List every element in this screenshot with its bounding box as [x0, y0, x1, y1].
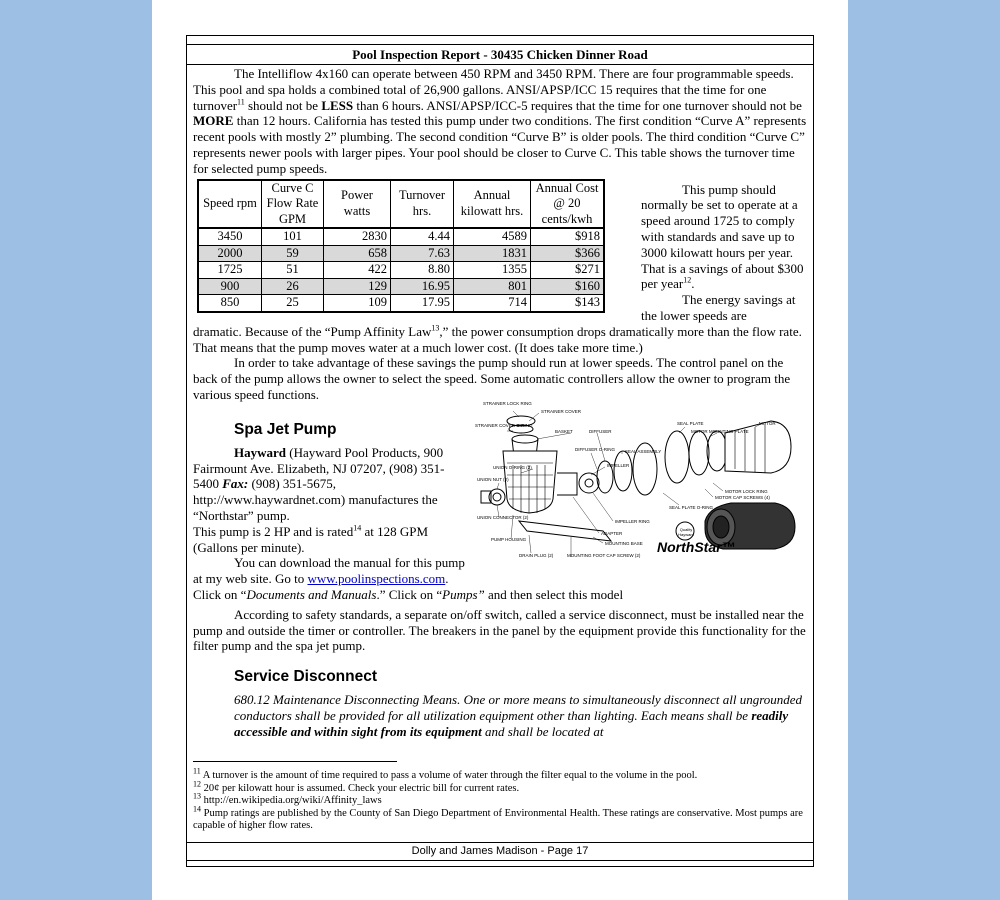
table-cell: 3450	[198, 228, 262, 245]
footnote-text: Pump ratings are published by the County of San Diego Department of Environmental Health. These ratings are conservative. Most pumps are capable of higher flow rates.	[193, 807, 803, 832]
table-row	[198, 278, 604, 295]
intro-text-3: than 6 hours. ANSI/APSP/ICC-5 requires that the time for one turnover should not be	[353, 97, 802, 113]
footnote-11	[193, 766, 807, 782]
label-union-connector: UNION CONNECTOR (2)	[477, 514, 529, 520]
label-mounting-base: MOUNTING BASE	[605, 540, 643, 546]
spa-text-2: (908) 351-5675, http://www.haywardnet.com) manufactures the “Northstar” pump.	[193, 476, 438, 523]
northstar-logo: NorthStar™	[657, 538, 736, 555]
seal-plate-shape	[665, 431, 689, 483]
spa-download-text-2: . Click on “	[193, 571, 449, 602]
footnote-number: 11	[193, 766, 201, 776]
footnote-text: http://en.wikipedia.org/wiki/Affinity_laws	[201, 795, 382, 807]
col-turnover: Turnover hrs.	[391, 180, 454, 229]
table-cell: 2000	[198, 245, 262, 262]
table-cell: 7.63	[391, 245, 454, 262]
seal-assembly-shape	[614, 451, 632, 491]
table-cell: $160	[531, 278, 605, 295]
spa-download-text-1: You can download the manual for this pump at my web site. Go to	[193, 555, 465, 587]
intro-text-1: The Intelliflow 4x160 can operate between 450 RPM and 3450 RPM. There are four programmable speeds. This pool and spa holds a combined total of 26,900 gallons. ANSI/APSP/ICC 15 requires that the time for one turnover	[193, 66, 794, 113]
basket-shape	[512, 435, 538, 443]
table-cell: 109	[324, 295, 391, 312]
label-basket: BASKET	[555, 428, 573, 434]
spa-jet-pump-heading: Spa Jet Pump	[234, 420, 337, 438]
footnote-text: 20¢ per kilowatt hour is assumed. Check your electric bill for current rates.	[201, 782, 520, 794]
table-cell: 51	[262, 262, 324, 279]
intro-text-2: should not be	[244, 97, 322, 113]
savings-paragraph	[193, 324, 807, 356]
table-cell: 1831	[454, 245, 531, 262]
label-seal-plate: SEAL PLATE	[677, 420, 704, 426]
col-annual-cost: Annual Cost @ 20 cents/kwh	[531, 180, 605, 229]
table-cell: 59	[262, 245, 324, 262]
spa-download-text-4: and then select this model	[484, 586, 624, 602]
col-annual-kwh: Annual kilowatt hrs.	[454, 180, 531, 229]
label-impeller-ring: IMPELLER RING	[615, 518, 650, 524]
code-quote-emphasis: readily accessible and within sight from its equipment	[234, 707, 789, 739]
report-page	[186, 35, 814, 867]
label-diffuser: DIFFUSER	[589, 428, 612, 434]
table-cell: $918	[531, 228, 605, 245]
service-disconnect-heading: Service Disconnect	[234, 668, 378, 686]
label-motor: MOTOR	[759, 420, 776, 426]
documents-and-manuals-text: Documents and Manuals	[246, 586, 377, 602]
footnote-14	[193, 804, 807, 833]
adapter-shape	[557, 473, 577, 495]
control-paragraph: In order to take advantage of these savings the pump should run at lower speeds. The control panel on the back of the pump allows the owner to select the speed. Some automatic controllers allow the owner to program the various speed functions.	[193, 355, 791, 402]
table-cell: 2830	[324, 228, 391, 245]
label-strainer-cover-oring: STRAINER COVER O-RING	[475, 422, 533, 428]
footnotes	[193, 766, 807, 832]
table-cell: 129	[324, 278, 391, 295]
table-row	[198, 295, 604, 312]
label-union-nut: UNION NUT (2)	[477, 476, 509, 482]
intro-text-4: than 12 hours. California has tested this pump under two conditions. The first condition “Curve A” represents recent pools with mostly 2” plumbing. The second condition “Curve B” is older pools. The third condition “Curve C” represents newer pools with larger pipes. Your pool should be closer to Curve C. This table shows the turnover time for selected pump speeds.	[193, 113, 807, 176]
label-union-oring: UNION O-RING (2)	[493, 464, 532, 470]
footnote-number: 12	[193, 779, 201, 789]
label-motor-mounting-plate: MOTOR MOUNTING PLATE	[691, 428, 749, 434]
side-note-paragraph-2: The energy savings at the lower speeds are	[641, 292, 796, 323]
side-note-end: .	[691, 276, 695, 292]
footnote-ref-12: 12	[683, 276, 692, 286]
side-note	[641, 177, 807, 324]
label-strainer-lock-ring: STRAINER LOCK RING	[483, 400, 532, 406]
spa-text-1: (Hayward Pool Products, 900 Fairmount Ave. Elizabeth, NJ 07207, (908) 351-5400	[193, 444, 445, 492]
table-cell: 16.95	[391, 278, 454, 295]
label-impeller: IMPELLER	[607, 462, 630, 468]
label-adapter: ADAPTER	[601, 530, 623, 536]
table-cell: $143	[531, 295, 605, 312]
footnote-ref-14: 14	[353, 523, 362, 533]
footnote-text: A turnover is the amount of time required to pass a volume of water through the filter equal to the volume in the pool.	[200, 770, 698, 782]
pumps-text: Pumps”	[442, 586, 485, 602]
label-quality-badge: Quality Hayward	[678, 526, 694, 537]
pump-exploded-diagram	[473, 400, 813, 575]
intro-paragraph	[193, 66, 807, 177]
label-strainer-cover: STRAINER COVER	[541, 408, 582, 414]
savings-text-2: ,” the power consumption drops dramatically more than the flow rate. That means that the pump moves water at a much lower cost. (It does take more time.)	[193, 323, 802, 355]
code-quote-text-2: and shall be located at	[481, 723, 604, 739]
table-cell: 26	[262, 278, 324, 295]
mounting-base-shape	[519, 521, 611, 541]
label-seal-assembly: SEAL ASSEMBLY	[625, 448, 662, 454]
table-row	[198, 262, 604, 279]
table-cell: 25	[262, 295, 324, 312]
col-flow: Curve C Flow Rate GPM	[262, 180, 324, 229]
label-motor-lock-ring: MOTOR LOCK RING	[725, 488, 768, 494]
table-cell: 1725	[198, 262, 262, 279]
page-content	[193, 66, 807, 833]
table-cell: 801	[454, 278, 531, 295]
table-cell: 714	[454, 295, 531, 312]
label-drain-plug: DRAIN PLUG (2)	[519, 552, 554, 558]
footnote-number: 14	[193, 804, 201, 814]
intro-less: LESS	[321, 97, 354, 113]
code-quote	[234, 692, 807, 739]
table-cell: 658	[324, 245, 391, 262]
spa-rating-text-1: This pump is 2 HP and is rated	[193, 523, 354, 539]
col-power: Power watts	[324, 180, 391, 229]
footnote-ref-13: 13	[431, 323, 440, 333]
motor-mounting-plate-shape	[689, 431, 709, 475]
label-mounting-foot-cap-screw: MOUNTING FOOT CAP SCREW (2)	[567, 552, 641, 558]
footnote-number: 13	[193, 791, 201, 801]
spa-rating-text-2: at 128 GPM (Gallons per minute).	[193, 523, 429, 555]
table-row	[198, 228, 604, 245]
pump-speed-table	[197, 179, 605, 313]
table-cell: 850	[198, 295, 262, 312]
table-cell: $271	[531, 262, 605, 279]
page-footer: Dolly and James Madison - Page 17	[187, 842, 813, 861]
table-header-row	[198, 180, 604, 229]
label-pump-housing: PUMP HOUSING	[491, 536, 527, 542]
impeller-shape	[579, 473, 599, 493]
table-cell: 900	[198, 278, 262, 295]
spa-download-text-3: .” Click on “	[376, 586, 443, 602]
footnote-divider	[193, 761, 397, 762]
table-cell: 101	[262, 228, 324, 245]
table-cell: $366	[531, 245, 605, 262]
intro-more: MORE	[193, 113, 234, 129]
spa-fax-label: Fax:	[222, 476, 249, 492]
spa-brand: Hayward	[234, 444, 286, 460]
side-note-paragraph-1	[641, 182, 807, 293]
page-header: Pool Inspection Report - 30435 Chicken Dinner Road	[187, 44, 813, 65]
code-quote-text-1: 680.12 Maintenance Disconnecting Means. One or more means to simultaneously disconnect all ungrounded conductors shall be provided for all utilization equipment other than lighting. Each means shall be	[234, 692, 803, 723]
label-motor-cap-screws: MOTOR CAP SCREWS (4)	[715, 494, 770, 500]
table-cell: 1355	[454, 262, 531, 279]
table-cell: 4589	[454, 228, 531, 245]
document-sheet	[152, 0, 848, 900]
label-diffuser-oring: DIFFUSER O-RING	[575, 446, 615, 452]
pump-housing-shape	[503, 451, 557, 513]
table-cell: 8.80	[391, 262, 454, 279]
footnote-12	[193, 779, 807, 795]
safety-paragraph: According to safety standards, a separate on/off switch, called a service disconnect, must be installed near the pump and outside the timer or controller. The breakers in the panel by the equipment provide this functionality for the filter pump and the spa jet pump.	[193, 606, 806, 654]
footnote-13	[193, 791, 807, 807]
footnote-ref-11: 11	[237, 97, 245, 107]
table-cell: 422	[324, 262, 391, 279]
label-seal-plate-oring: SEAL PLATE O-RING	[669, 504, 714, 510]
poolinspections-link[interactable]: www.poolinspections.com	[307, 571, 446, 587]
table-row	[198, 245, 604, 262]
col-speed: Speed rpm	[198, 180, 262, 229]
side-note-text: This pump should normally be set to operate at a speed around 1725 to comply with standards and save up to 3000 kilowatt hours per year. That is a savings of about $300 per year	[641, 181, 804, 292]
table-cell: 4.44	[391, 228, 454, 245]
savings-text-1: dramatic. Because of the “Pump Affinity Law	[193, 323, 432, 339]
table-cell: 17.95	[391, 295, 454, 312]
